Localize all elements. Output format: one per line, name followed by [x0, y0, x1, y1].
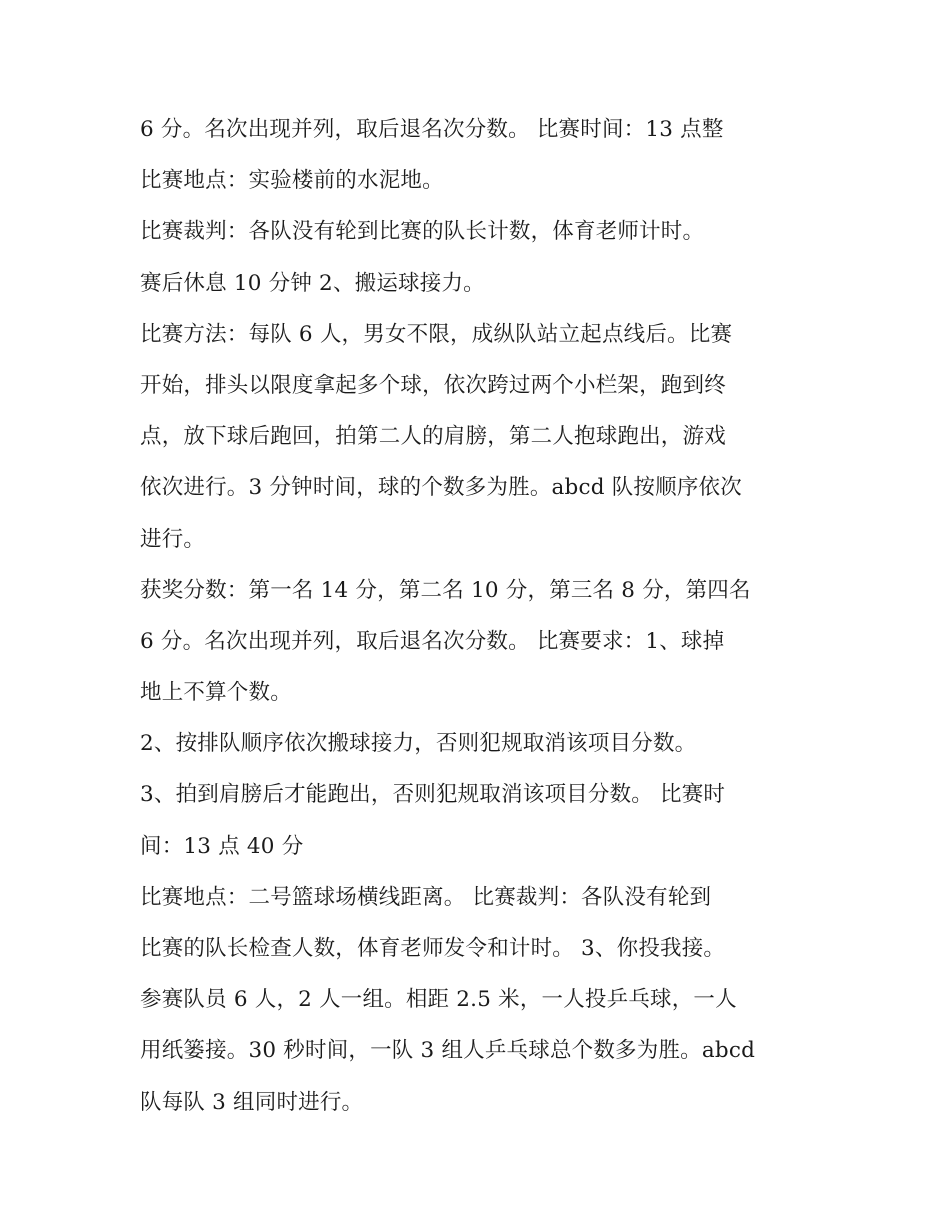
text-line: 获奖分数：第一名 14 分，第二名 10 分，第三名 8 分，第四名: [140, 577, 751, 603]
text-line: 3、拍到肩膀后才能跑出，否则犯规取消该项目分数。 比赛时: [140, 782, 726, 808]
text-line: 间：13 点 40 分: [140, 833, 304, 859]
text-line: 开始，排头以限度拿起多个球，依次跨过两个小栏架，跑到终: [140, 372, 726, 398]
text-line: 地上不算个数。: [140, 680, 292, 706]
text-line: 点，放下球后跑回，拍第二人的肩膀，第二人抱球跑出，游戏: [140, 424, 726, 450]
text-line: 进行。: [140, 526, 206, 552]
text-line: 6 分。名次出现并列，取后退名次分数。 比赛时间：13 点整: [140, 117, 724, 142]
text-line: 赛后休息 10 分钟 2、搬运球接力。: [140, 270, 485, 296]
text-line: 比赛方法：每队 6 人，男女不限，成纵队站立起点线后。比赛: [140, 321, 733, 347]
text-line: 6 分。名次出现并列，取后退名次分数。 比赛要求：1、球掉: [140, 628, 725, 654]
text-line: 比赛地点：实验楼前的水泥地。: [140, 168, 444, 194]
document-body: [140, 108, 830, 1132]
text-line: 比赛地点：二号篮球场横线距离。 比赛裁判：各队没有轮到: [140, 884, 712, 910]
text-line: 参赛队员 6 人，2 人一组。相距 2.5 米，一人投乒乓球，一人: [140, 987, 737, 1013]
text-line: 2、按排队顺序依次搬球接力，否则犯规取消该项目分数。: [140, 731, 697, 757]
text-line: 比赛的队长检查人数，体育老师发令和计时。 3、你投我接。: [140, 936, 726, 961]
text-line: 依次进行。3 分钟时间，球的个数多为胜。abcd 队按顺序依次: [140, 475, 742, 501]
text-line: 队每队 3 组同时进行。: [140, 1089, 364, 1115]
text-line: 用纸篓接。30 秒时间，一队 3 组人乒乓球总个数多为胜。abcd: [140, 1038, 756, 1064]
text-line: 比赛裁判：各队没有轮到比赛的队长计数，体育老师计时。: [140, 219, 705, 245]
